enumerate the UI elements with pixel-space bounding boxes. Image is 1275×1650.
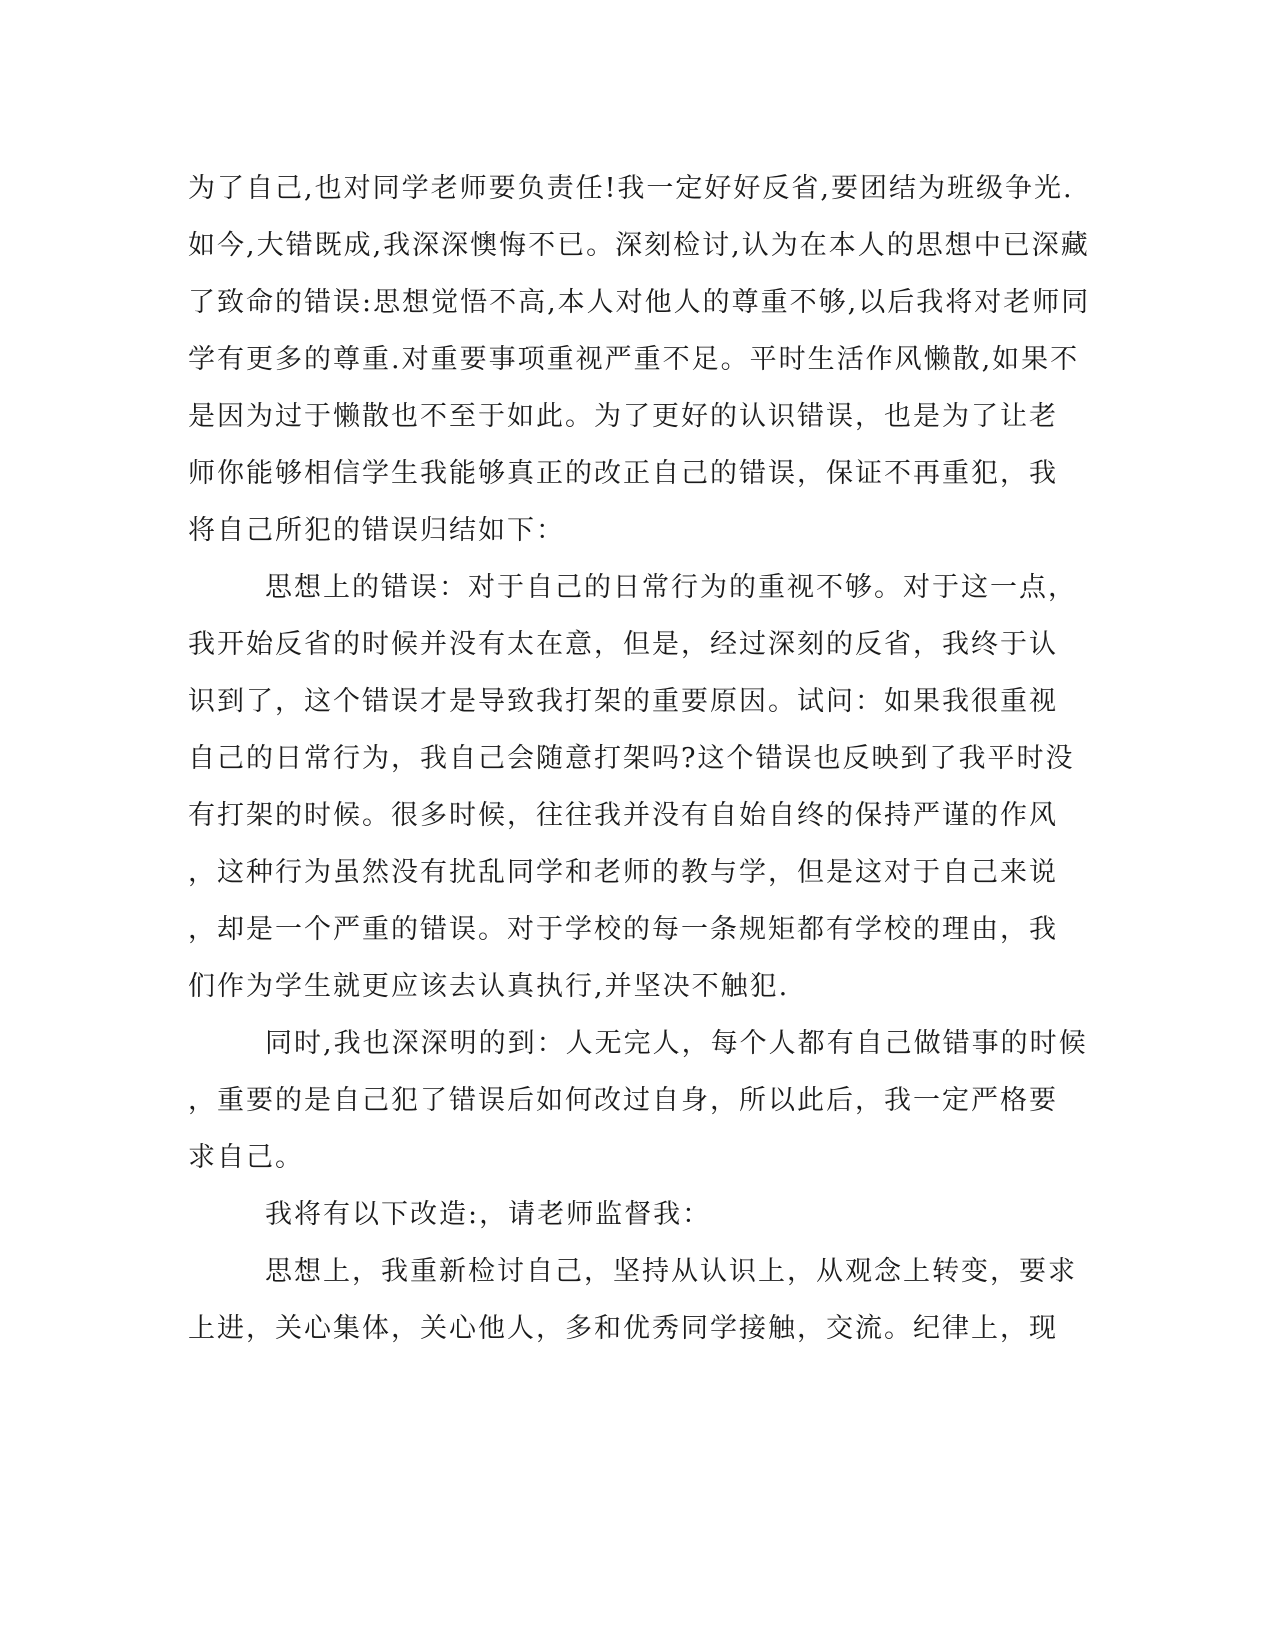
document-body [188,160,1091,1357]
text-line: 师你能够相信学生我能够真正的改正自己的错误，保证不再重犯，我 [188,458,1058,489]
text-line: 为了自己,也对同学老师要负责任!我一定好好反省,要团结为班级争光. [188,173,1074,204]
text-line: ，这种行为虽然没有扰乱同学和老师的教与学，但是这对于自己来说 [188,857,1058,888]
text-line: ，重要的是自己犯了错误后如何改过自身，所以此后，我一定严格要 [188,1085,1058,1116]
text-line: 有打架的时候。很多时候，往往我并没有自始自终的保持严谨的作风 [188,800,1058,831]
text-line: 求自己。 [188,1142,304,1173]
text-line: 将自己所犯的错误归结如下： [188,515,565,546]
text-line: 思想上的错误：对于自己的日常行为的重视不够。对于这一点， [265,572,1077,603]
text-line: 如今,大错既成,我深深懊悔不已。深刻检讨,认为在本人的思想中已深藏 [188,230,1090,261]
text-line: 思想上，我重新检讨自己，坚持从认识上，从观念上转变，要求 [265,1256,1077,1287]
text-line: 我开始反省的时候并没有太在意，但是，经过深刻的反省，我终于认 [188,629,1058,660]
text-line: 是因为过于懒散也不至于如此。为了更好的认识错误，也是为了让老 [188,401,1058,432]
text-line: 识到了，这个错误才是导致我打架的重要原因。试问：如果我很重视 [188,686,1058,717]
text-line: 学有更多的尊重.对重要事项重视严重不足。平时生活作风懒散,如果不 [188,344,1080,375]
text-line: 上进，关心集体，关心他人，多和优秀同学接触，交流。纪律上，现 [188,1313,1058,1344]
text-line: 我将有以下改造:，请老师监督我： [265,1199,712,1230]
text-line: 同时,我也深深明的到：人无完人，每个人都有自己做错事的时候 [265,1028,1088,1059]
text-line: ，却是一个严重的错误。对于学校的每一条规矩都有学校的理由，我 [188,914,1058,945]
text-line: 了致命的错误:思想觉悟不高,本人对他人的尊重不够,以后我将对老师同 [188,287,1091,318]
text-line: 自己的日常行为，我自己会随意打架吗?这个错误也反映到了我平时没 [188,743,1075,774]
text-line: 们作为学生就更应该去认真执行,并坚决不触犯. [188,971,790,1002]
